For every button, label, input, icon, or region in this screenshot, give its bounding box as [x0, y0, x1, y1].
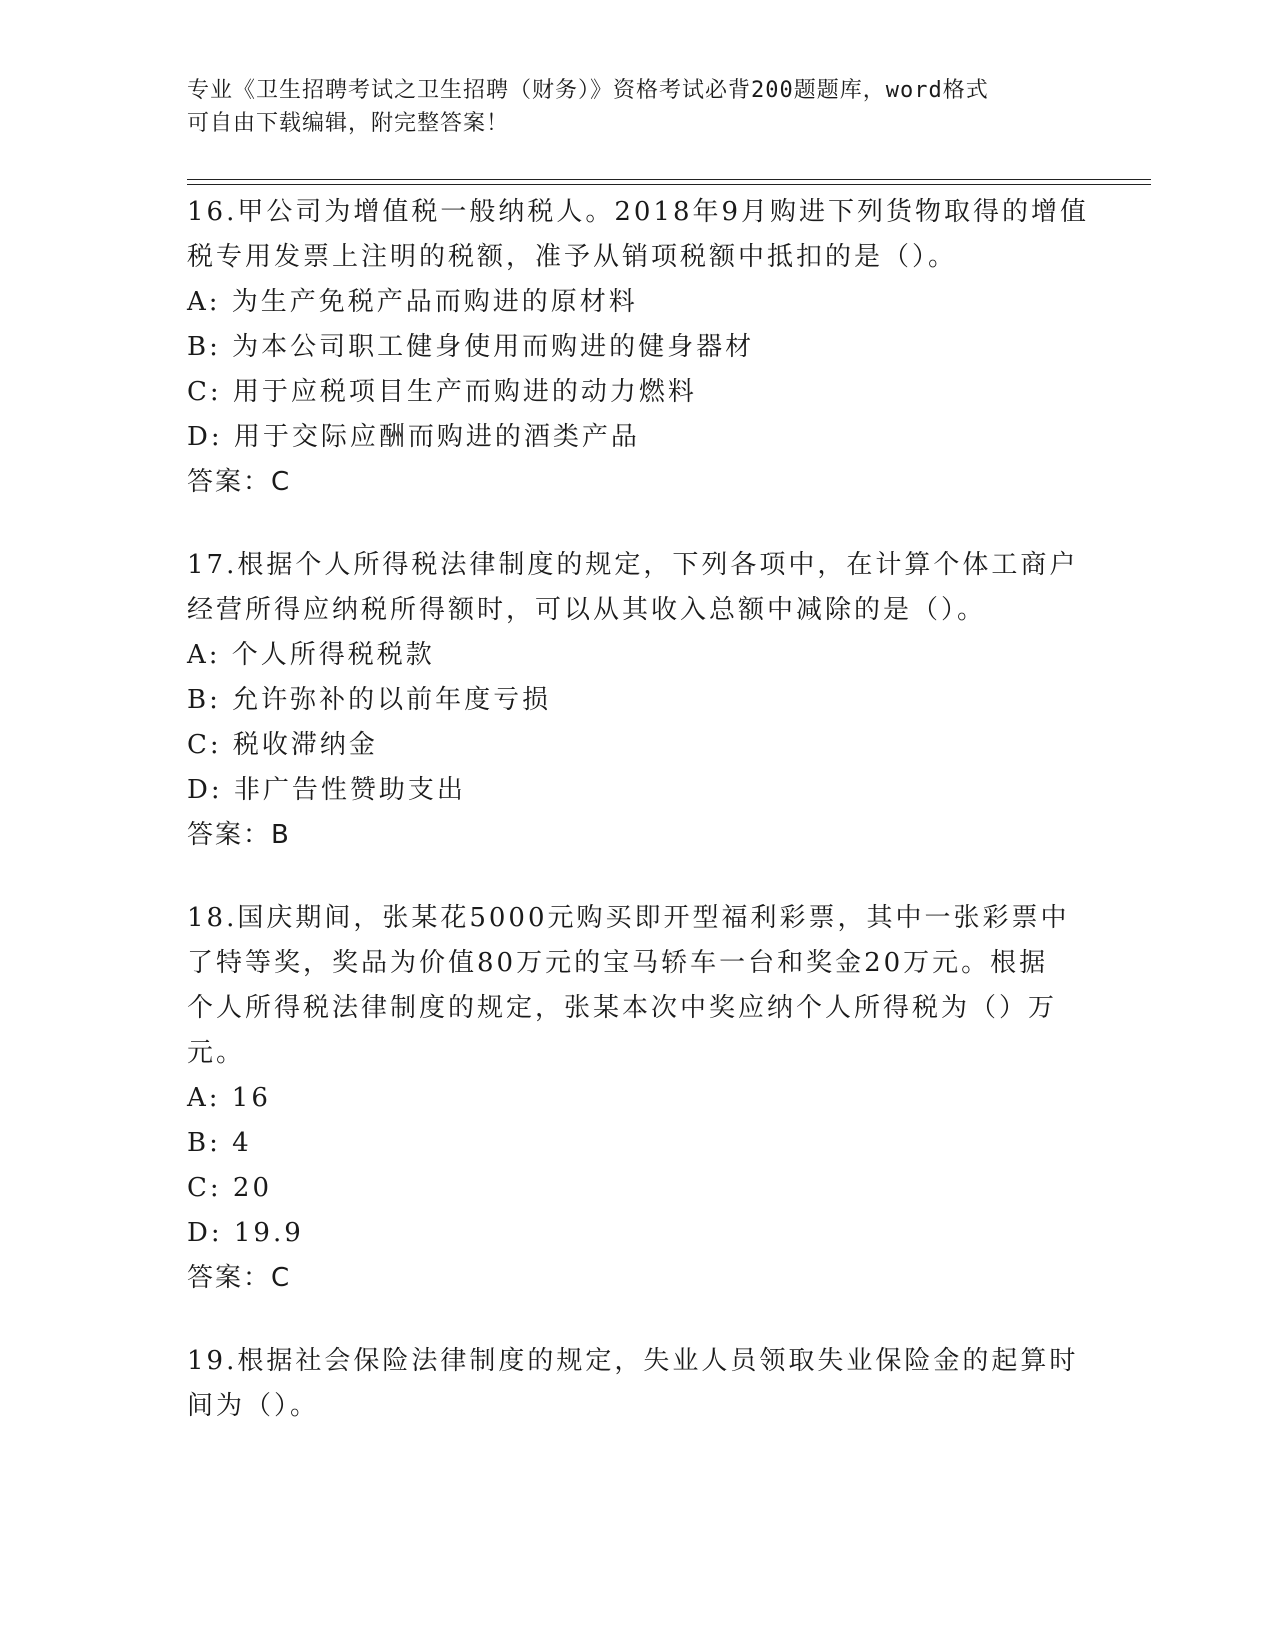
question-stem: 经营所得应纳税所得额时，可以从其收入总额中减除的是（）。: [187, 595, 987, 625]
document-header: [187, 74, 1087, 140]
question-19: [187, 1339, 1087, 1429]
answer: [187, 813, 1087, 858]
question-stem: 了特等奖，奖品为价值80万元的宝马轿车一台和奖金20万元。根据: [187, 948, 1049, 978]
header-line: 可自由下载编辑，附完整答案！: [187, 111, 510, 136]
option-b: B: 允许弥补的以前年度亏损: [187, 685, 552, 715]
answer: [187, 1256, 1087, 1301]
option-a: A: 个人所得税税款: [187, 640, 435, 670]
header-divider: [187, 179, 1151, 180]
question-stem: 税专用发票上注明的税额，准予从销项税额中抵扣的是（）。: [187, 242, 958, 272]
answer: [187, 460, 1087, 505]
header-divider: [187, 184, 1151, 185]
question-18: [187, 896, 1087, 1301]
answer-value: C: [271, 467, 292, 497]
question-list: [187, 190, 1090, 1467]
option-a: A: 为生产免税产品而购进的原材料: [187, 287, 638, 317]
question-stem: 间为（）。: [187, 1391, 320, 1421]
option-d: D: 非广告性赞助支出: [187, 775, 466, 805]
question-17: [187, 543, 1087, 858]
answer-value: B: [271, 820, 291, 850]
answer-label: 答案：: [187, 1263, 272, 1293]
question-stem: 17.根据个人所得税法律制度的规定，下列各项中，在计算个体工商户: [187, 550, 1079, 580]
question-stem: 18.国庆期间，张某花5000元购买即开型福利彩票，其中一张彩票中: [187, 903, 1070, 933]
option-b: B: 4: [187, 1128, 252, 1158]
header-line: 专业《卫生招聘考试之卫生招聘（财务）》资格考试必背200题题库，word格式: [187, 78, 989, 103]
question-16: [187, 190, 1090, 505]
answer-label: 答案：: [187, 820, 272, 850]
question-stem: 个人所得税法律制度的规定，张某本次中奖应纳个人所得税为（）万: [187, 993, 1058, 1023]
option-c: C: 税收滞纳金: [187, 730, 378, 760]
option-a: A: 16: [187, 1083, 271, 1113]
option-d: D: 用于交际应酬而购进的酒类产品: [187, 422, 640, 452]
answer-label: 答案：: [187, 467, 272, 497]
question-stem: 16.甲公司为增值税一般纳税人。2018年9月购进下列货物取得的增值: [187, 197, 1090, 227]
answer-value: C: [271, 1263, 292, 1293]
question-stem: 元。: [187, 1038, 246, 1068]
option-c: C: 用于应税项目生产而购进的动力燃料: [187, 377, 697, 407]
question-stem: 19.根据社会保险法律制度的规定，失业人员领取失业保险金的起算时: [187, 1346, 1079, 1376]
option-b: B: 为本公司职工健身使用而购进的健身器材: [187, 332, 755, 362]
option-d: D: 19.9: [187, 1218, 304, 1248]
option-c: C: 20: [187, 1173, 273, 1203]
